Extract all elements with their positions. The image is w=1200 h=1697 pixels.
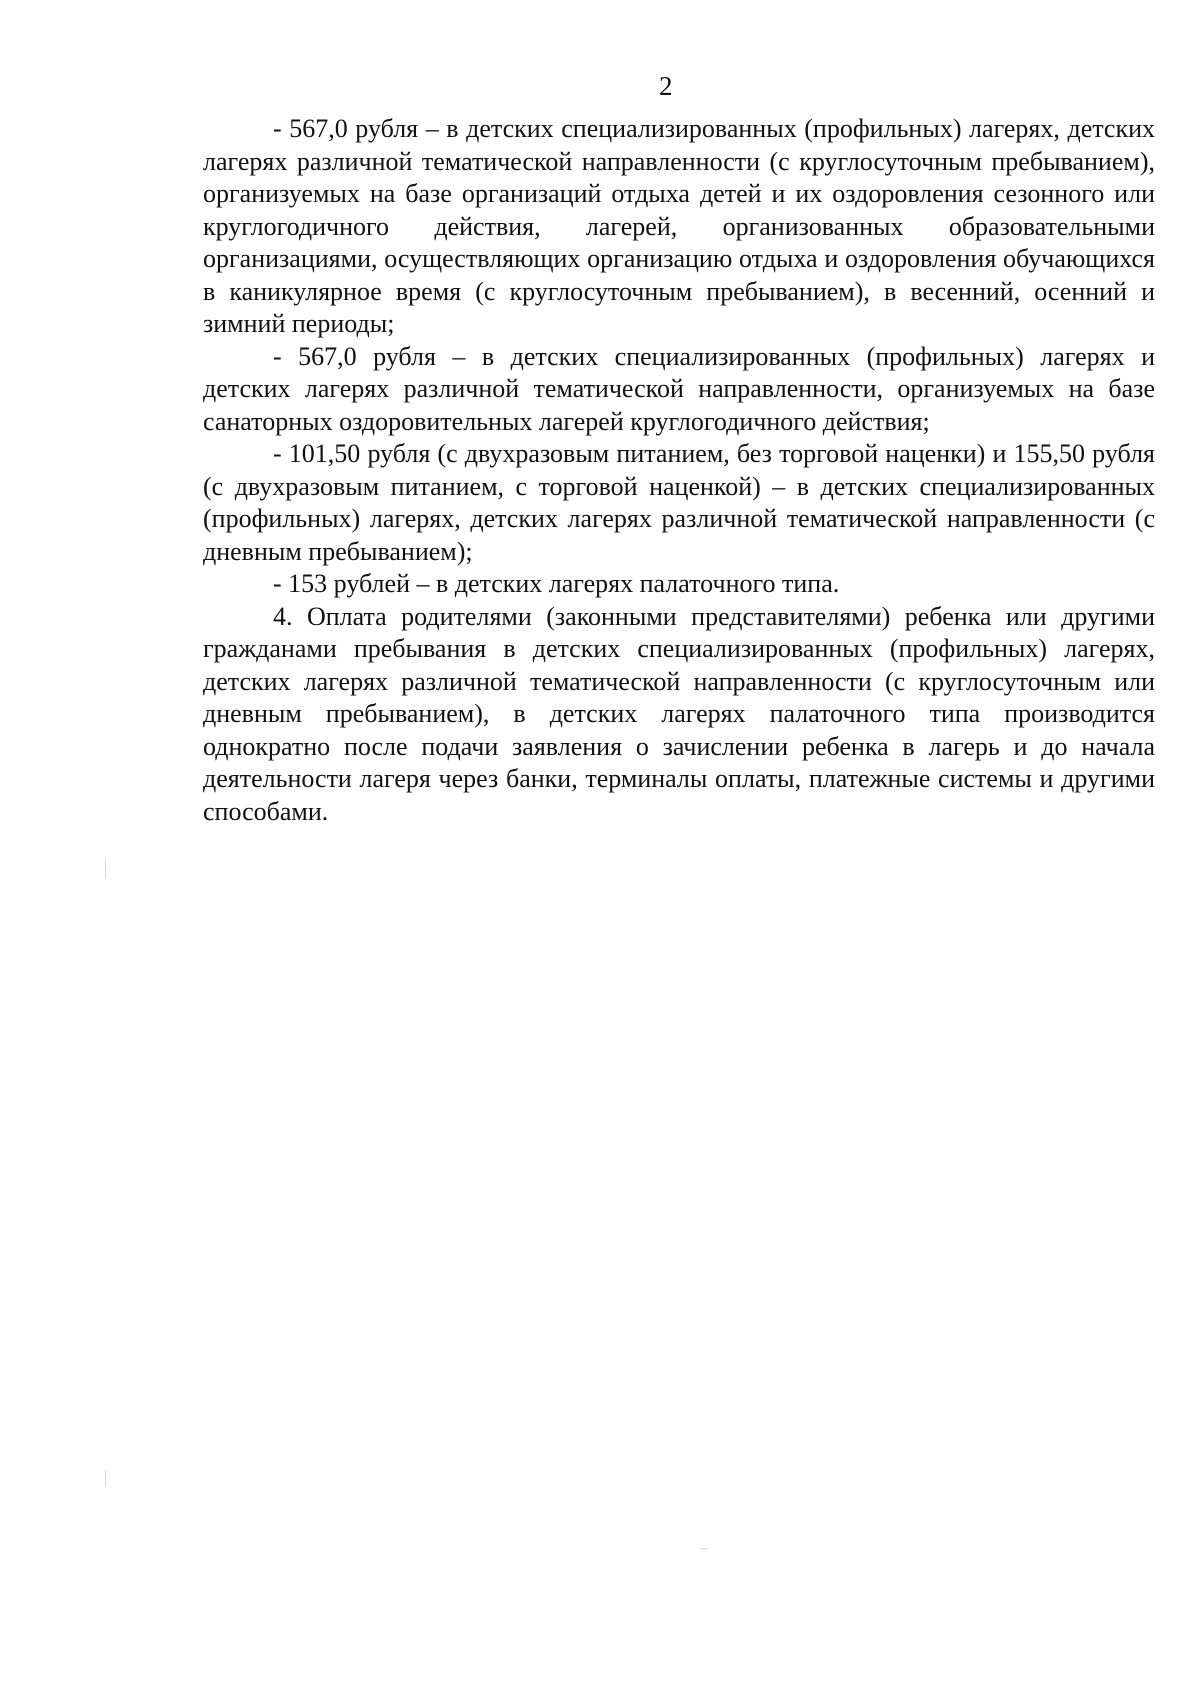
scan-mark-left-lower <box>105 1470 106 1486</box>
paragraph-tariff-sanatorium: - 567,0 рубля – в детских специализированных (профильных) лагерях и детских лагерях различной тематической направленности, организуемых на базе санаторных оздоровительных лагерей круглогодичного действия; <box>203 341 1155 436</box>
paragraph-tariff-tent-camp: - 153 рублей – в детских лагерях палаточного типа. <box>273 569 840 598</box>
scan-mark-bottom <box>700 1548 708 1549</box>
paragraph-tariff-day-stay: - 101,50 рубля (с двухразовым питанием, без торговой наценки) и 155,50 рубля (с двухразовым питанием, с торговой наценкой) – в детских специализированных (профильных) лагерях, детских лагерях различной тематической направленности (с дневным пребыванием); <box>203 439 1155 566</box>
document-body <box>203 113 1155 828</box>
scan-mark-left-upper <box>105 860 106 878</box>
page-number <box>0 70 1200 102</box>
page-number-text: 2 <box>659 71 673 101</box>
paragraph-tariff-round-the-clock: - 567,0 рубля – в детских специализированных (профильных) лагерях, детских лагерях различной тематической направленности (с круглосуточным пребыванием), организуемых на базе организаций отдыха детей и их оздоровления сезонного или круглогодичного действия, лагерей, организованных образовательными организациями, осуществляющих организацию отдыха и оздоровления обучающихся в каникулярное время (с круглосуточным пребыванием), в весенний, осенний и зимний периоды; <box>203 114 1155 338</box>
paragraph-payment-procedure: 4. Оплата родителями (законными представителями) ребенка или другими гражданами пребывания в детских специализированных (профильных) лагерях, детских лагерях различной тематической направленности (с круглосуточным или дневным пребыванием), в детских лагерях палаточного типа производится однократно после подачи заявления о зачислении ребенка в лагерь и до начала деятельности лагеря через банки, терминалы оплаты, платежные системы и другими способами. <box>203 601 1155 826</box>
